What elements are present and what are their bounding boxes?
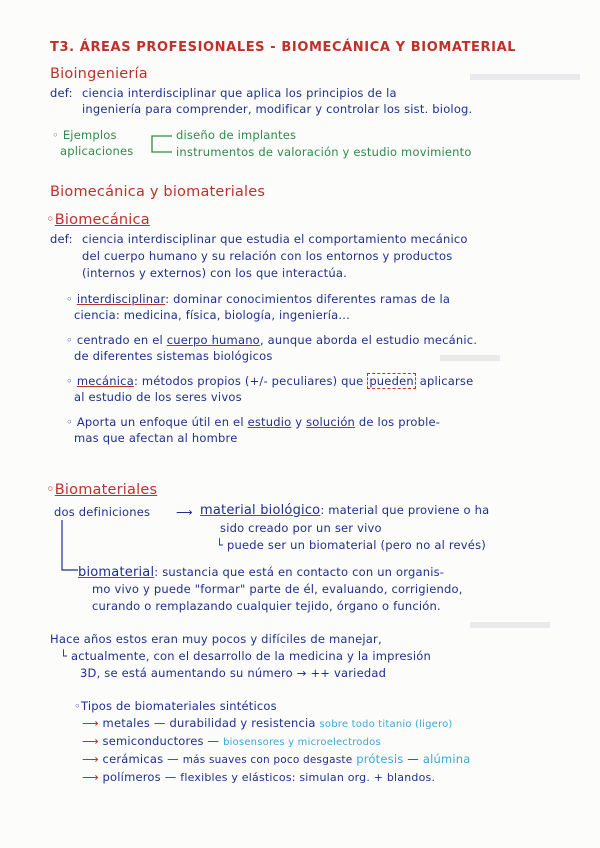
boxed-word: pueden bbox=[369, 374, 414, 388]
page-title: T3. ÁREAS PROFESIONALES - BIOMECÁNICA Y BIOMATERIAL bbox=[50, 40, 517, 55]
biomecanica-def-line-2: del cuerpo humano y su relación con los entornos y productos bbox=[82, 249, 453, 263]
bullet-mecanica-line-2: al estudio de los seres vivos bbox=[74, 390, 242, 404]
hace-line-2: └ actualmente, con el desarrollo de la medicina y la impresión bbox=[60, 649, 431, 663]
tipo-semiconductores: ⟶ semiconductores — biosensores y microelectrodos bbox=[82, 734, 381, 748]
def1-line-2: sido creado por un ser vivo bbox=[220, 521, 382, 535]
bioingenieria-def-label: def: bbox=[50, 86, 73, 100]
bullet-interdisciplinar: ◦ interdisciplinar: dominar conocimientos diferentes ramas de la bbox=[66, 292, 451, 306]
biomec-biomat-heading: Biomecánica y biomateriales bbox=[50, 184, 266, 200]
bullet-cuerpo-humano-line-2: de diferentes sistemas biológicos bbox=[74, 349, 273, 363]
def2-line-2: mo vivo y puede "formar" parte de él, evaluando, corrigiendo, bbox=[92, 582, 463, 596]
bullet-interdisciplinar-line-2: ciencia: medicina, física, biología, ingeniería... bbox=[74, 308, 350, 322]
def1-arrow: ⟶ bbox=[176, 505, 193, 519]
biomecanica-heading: ◦Biomecánica bbox=[46, 212, 150, 228]
def1: material biológico: material que proviene o ha bbox=[200, 503, 490, 518]
hace-line-1: Hace años estos eran muy pocos y difíciles de manejar, bbox=[50, 632, 382, 646]
tipos-heading: ◦Tipos de biomateriales sintéticos bbox=[74, 699, 277, 713]
bullet-mecanica: ◦ mecánica: métodos propios (+/- peculiares) que pueden aplicarse bbox=[66, 374, 474, 388]
examples-label-1: ◦ Ejemplos bbox=[52, 128, 117, 142]
examples-bracket bbox=[146, 132, 176, 158]
bullet-enfoque-line-2: mas que afectan al hombre bbox=[74, 431, 238, 445]
tipo-ceramicas: ⟶ cerámicas — más suaves con poco desgaste prótesis — alúmina bbox=[82, 752, 471, 766]
def1-line-3: └ puede ser un biomaterial (pero no al revés) bbox=[216, 538, 486, 552]
bullet-cuerpo-humano: ◦ centrado en el cuerpo humano, aunque aborda el estudio mecánic. bbox=[66, 333, 478, 347]
tipo-polimeros: ⟶ polímeros — flexibles y elásticos: simulan org. + blandos. bbox=[82, 770, 436, 784]
bullet-enfoque: ◦ Aporta un enfoque útil en el estudio y solución de los proble- bbox=[66, 415, 441, 429]
tipo-metales: ⟶ metales — durabilidad y resistencia sobre todo titanio (ligero) bbox=[82, 716, 453, 730]
examples-label-2: aplicaciones bbox=[60, 144, 134, 158]
biomecanica-def-line-1: ciencia interdisciplinar que estudia el comportamiento mecánico bbox=[82, 232, 468, 246]
hace-line-3: 3D, se está aumentando su número → ++ variedad bbox=[80, 666, 387, 680]
bioingenieria-def-line-2: ingeniería para comprender, modificar y controlar los sist. biolog. bbox=[82, 102, 473, 116]
def2: biomaterial: sustancia que está en contacto con un organis- bbox=[78, 565, 445, 580]
bioingenieria-heading: Bioingeniería bbox=[50, 66, 148, 82]
bioingenieria-def-line-1: ciencia interdisciplinar que aplica los principios de la bbox=[82, 86, 397, 100]
dos-definiciones: dos definiciones bbox=[54, 505, 151, 519]
example-1: diseño de implantes bbox=[176, 128, 297, 142]
biomateriales-heading: ◦Biomateriales bbox=[46, 482, 158, 498]
example-2: instrumentos de valoración y estudio movimiento bbox=[176, 145, 472, 159]
def2-line-3: curando o remplazando cualquier tejido, órgano o función. bbox=[92, 599, 441, 613]
biomecanica-def-label: def: bbox=[50, 232, 73, 246]
def-bracket bbox=[58, 518, 80, 576]
biomecanica-def-line-3: (internos y externos) con los que interactúa. bbox=[82, 266, 347, 280]
